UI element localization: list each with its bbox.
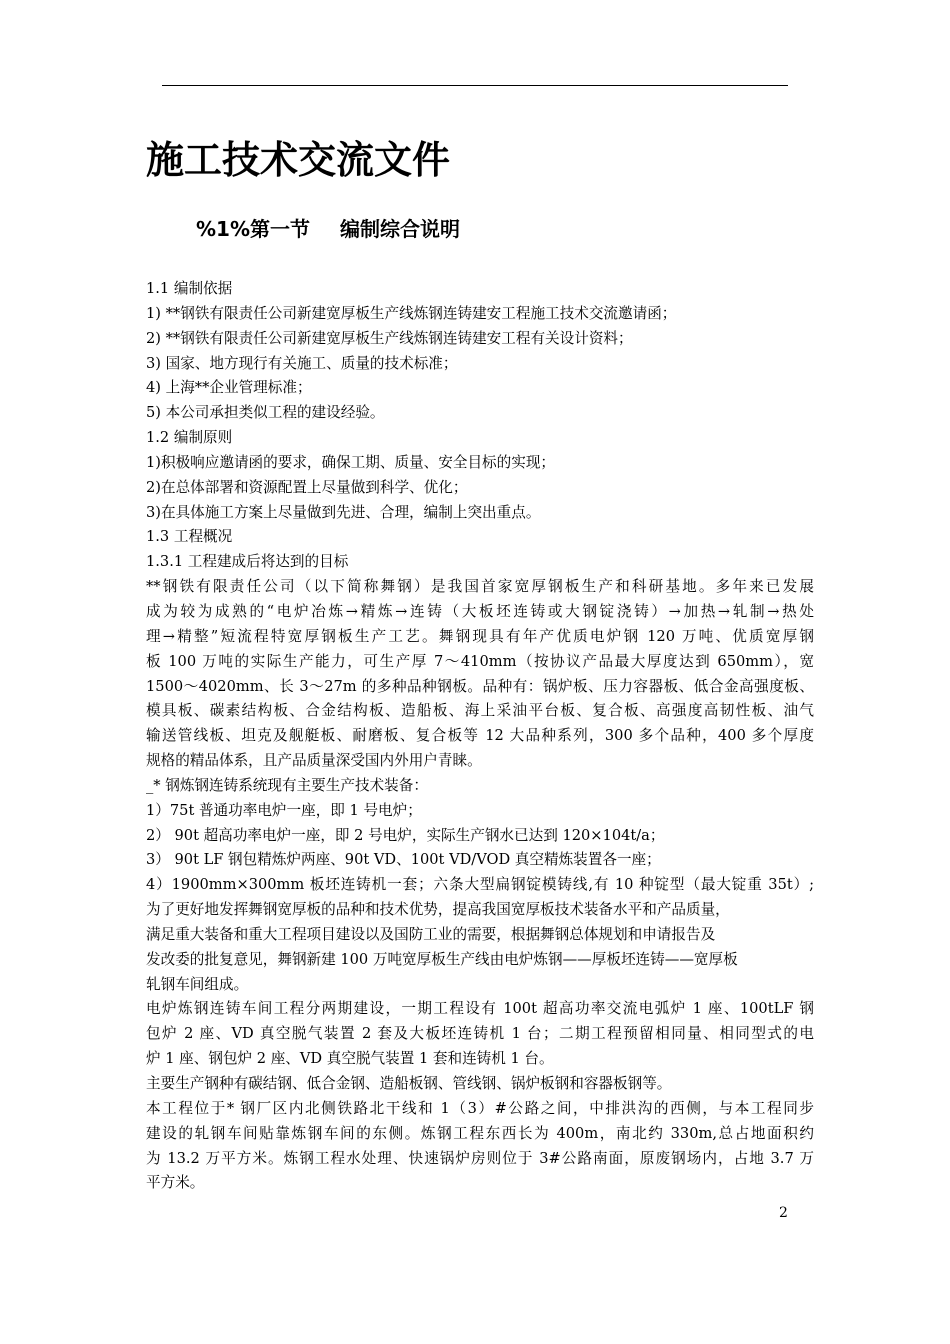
- section-heading: [196, 214, 460, 244]
- text-line: 1）75t 普通功率电炉一座，即 1 号电炉；: [146, 801, 422, 819]
- document-title: 施工技术交流文件: [146, 137, 451, 182]
- text-line: 本工程位于* 钢厂区内北侧铁路北干线和 1（3）#公路之间，中排洪沟的西侧，与本工程同步: [146, 1099, 814, 1117]
- text-line: 输送管线板、坦克及舰艇板、耐磨板、复合板等 12 大品种系列，300 多个品种，400 多个厚度: [146, 727, 814, 745]
- text-line: 1.3.1 工程建成后将达到的目标: [146, 553, 349, 571]
- text-line: _* 钢炼钢连铸系统现有主要生产技术装备：: [146, 776, 428, 794]
- text-line: 主要生产钢种有碳结钢、低合金钢、造船板钢、管线钢、锅炉板钢和容器板钢等。: [146, 1075, 672, 1092]
- section-title: 编制综合说明: [340, 217, 460, 241]
- text-line: 为了更好地发挥舞钢宽厚板的品种和技术优势，提高我国宽厚板技术装备水平和产品质量，: [146, 901, 730, 919]
- text-line: 建设的轧钢车间贴靠炼钢车间的东侧。炼钢工程东西长为 400m，南北约 330m,总占地面积约: [146, 1124, 814, 1142]
- text-line: 3)在具体施工方案上尽量做到先进、合理，编制上突出重点。: [146, 503, 541, 521]
- text-line: 为 13.2 万平方米。炼钢工程水处理、快速锅炉房则位于 3#公路南面，原废钢场内，占地 3.7 万: [146, 1149, 814, 1167]
- text-line: 发改委的批复意见，舞钢新建 100 万吨宽厚板生产线由电炉炼钢——厚板坯连铸——宽厚板: [146, 950, 738, 968]
- text-line: 板 100 万吨的实际生产能力，可生产厚 7～410mm（按协议产品最大厚度达到 650mm），宽: [146, 652, 814, 670]
- text-line: 1500～4020mm、长 3～27m 的多种品种钢板。品种有：锅炉板、压力容器板、低合金高强度板、: [146, 677, 814, 695]
- text-line: 规格的精品体系，且产品质量深受国内外用户青睐。: [146, 752, 482, 770]
- text-line: 1.1 编制依据: [146, 280, 233, 297]
- text-line: 模具板、碳素结构板、合金结构板、造船板、海上采油平台板、复合板、高强度高韧性板、油气: [146, 702, 814, 720]
- text-line: 炉 1 座、钢包炉 2 座、VD 真空脱气装置 1 套和连铸机 1 台。: [146, 1050, 554, 1068]
- text-line: 2) **钢铁有限责任公司新建宽厚板生产线炼钢连铸建安工程有关设计资料；: [146, 329, 633, 347]
- header-rule: [162, 85, 788, 86]
- body-text: [146, 277, 814, 1196]
- text-line: 1) **钢铁有限责任公司新建宽厚板生产线炼钢连铸建安工程施工技术交流邀请函；: [146, 304, 677, 322]
- text-line: 理→精整”短流程特宽厚钢板生产工艺。舞钢现具有年产优质电炉钢 120 万吨、优质宽厚钢: [146, 627, 814, 645]
- section-number: %1%第一节: [196, 217, 310, 241]
- text-line: 3） 90t LF 钢包精炼炉两座、90t VD、100t VD/VOD 真空精炼装置各一座；: [146, 851, 661, 869]
- text-line: 3) 国家、地方现行有关施工、质量的技术标准；: [146, 354, 458, 372]
- text-line: 1)积极响应邀请函的要求，确保工期、质量、安全目标的实现；: [146, 453, 556, 471]
- text-line: 轧钢车间组成。: [146, 975, 249, 993]
- text-line: 1.2 编制原则: [146, 429, 233, 447]
- text-line: 平方米。: [146, 1174, 205, 1192]
- text-line: 1.3 工程概况: [146, 528, 233, 546]
- text-line: 电炉炼钢连铸车间工程分两期建设，一期工程设有 100t 超高功率交流电弧炉 1 座、100tLF 钢: [146, 1000, 814, 1018]
- text-line: 4) 上海**企业管理标准；: [146, 379, 312, 397]
- text-line: 2)在总体部署和资源配置上尽量做到科学、优化；: [146, 478, 468, 496]
- text-line: 4）1900mm×300mm 板坯连铸机一套；六条大型扁钢锭模铸线,有 10 种锭型（最大锭重 35t）;: [146, 876, 814, 894]
- text-line: 5) 本公司承担类似工程的建设经验。: [146, 404, 385, 422]
- text-line: 满足重大装备和重大工程项目建设以及国防工业的需要，根据舞钢总体规划和申请报告及: [146, 925, 716, 943]
- text-line: **钢铁有限责任公司（以下简称舞钢）是我国首家宽厚钢板生产和科研基地。多年来已发展: [146, 578, 814, 596]
- text-line: 包炉 2 座、VD 真空脱气装置 2 套及大板坯连铸机 1 台；二期工程预留相同量、相同型式的电: [146, 1025, 814, 1043]
- text-line: 成为较为成熟的“电炉冶炼→精炼→连铸（大板坯连铸或大钢锭浇铸）→加热→轧制→热处: [146, 602, 814, 620]
- page-number: 2: [779, 1205, 788, 1221]
- text-line: 2） 90t 超高功率电炉一座，即 2 号电炉，实际生产钢水已达到 120×104t/a；: [146, 826, 665, 844]
